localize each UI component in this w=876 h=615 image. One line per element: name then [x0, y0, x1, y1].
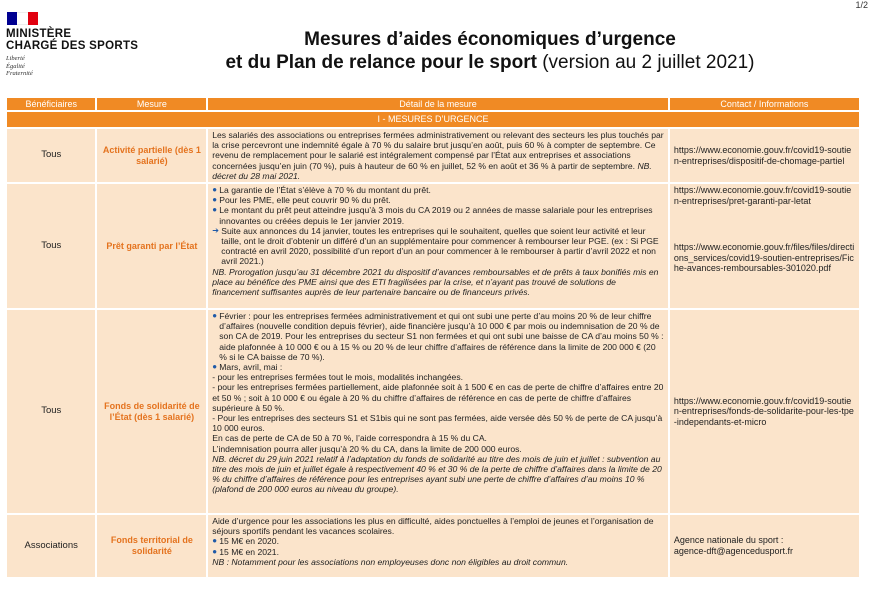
row-beneficiaire: Tous [7, 310, 95, 513]
detail-note: NB : Notamment pour les associations non employeuses donc non éligibles au droit commun. [212, 556, 569, 567]
table-header-row [7, 98, 859, 110]
contact-link[interactable]: https://www.economie.gouv.fr/files/files/directions_services/covid19-soutien-entreprises/Fiche-avances-remboursables-301020.pdf [673, 242, 855, 274]
table-row [7, 310, 859, 513]
title-line-1: Mesures d’aides économiques d’urgence [304, 29, 676, 50]
measures-table [5, 96, 861, 579]
table-row [7, 129, 859, 182]
bullet-icon: ● [212, 546, 218, 556]
list-item [212, 547, 664, 557]
contact-link[interactable]: https://www.economie.gouv.fr/covid19-soutien-entreprises/pret-garanti-par-letat [673, 185, 852, 206]
row-beneficiaire: Associations [7, 515, 95, 577]
row-beneficiaire: Tous [7, 129, 95, 182]
page-number: 1/2 [855, 0, 868, 10]
french-flag-icon [7, 12, 38, 25]
motto-egalite: Égalité [6, 62, 25, 70]
row-contact-link[interactable]: https://www.economie.gouv.fr/covid19-soutien-entreprises/dispositif-de-chomage-partiel [670, 129, 859, 182]
list-item: - pour les entreprises fermées partiellement, aide plafonnée soit à 1 500 € en cas de perte de chiffre d’affaires entre 20 et 50 % ; soit à 10 000 € ou égale à 20 % du chiffre d’affaires de référence en cas de perte de chiffre d’affaires supérieure à 50 %. [212, 382, 664, 413]
list-item [212, 226, 664, 267]
title-version: (version au 2 juillet 2021) [536, 52, 755, 73]
row-mesure: Fonds territorial de solidarité [97, 515, 206, 577]
bullet-icon: ● [212, 311, 218, 321]
bullet-text: 15 M€ en 2020. [219, 536, 279, 547]
contact-email[interactable]: agence-dft@agencedusport.fr [673, 546, 794, 557]
row-detail [208, 515, 668, 577]
title-line-2 [180, 51, 800, 74]
row-mesure: Fonds de solidarité de l’État (dès 1 salarié) [97, 310, 206, 513]
list-item [212, 362, 664, 372]
bullet-icon: ● [212, 195, 218, 205]
bullet-text: Mars, avril, mai : [219, 362, 283, 373]
row-contact [670, 515, 859, 577]
section-row [7, 112, 859, 127]
bullet-text: Février : pour les entreprises fermées administrativement et qui ont subi une perte d’au moins 20 % de leur chiffre d’affaires (nouvelle condition depuis février), aide financière jusqu’à 10 000 € par mois ou indemnisation de 20 % de son CA de 2019. Pour les entreprises du secteur S1 non fermées et qui ont subi une baisse de CA d’au moins 50 % : aide plafonnée à 10 000 € ou à 15 % ou 20 % de leur chiffre d’affaires de référence dans la limite de 200 000 € (20 % si le CA baisse de 70 %). [219, 311, 664, 362]
detail-paragraph: Aide d’urgence pour les associations les plus en difficulté, aides ponctuelles à l’emploi de jeunes et l’organisation de séjours sportifs pendant les vacances scolaires. [212, 516, 654, 537]
bullet-icon: ● [212, 362, 218, 372]
motto-fraternite: Fraternité [6, 70, 33, 77]
arrow-right-icon: ➔ [212, 225, 219, 235]
bullet-icon: ● [212, 185, 218, 195]
list-item: - Pour les entreprises des secteurs S1 et S1bis qui ne sont pas fermées, aide versée dès 50 % de perte de CA jusqu’à 10 000 euros. [212, 413, 663, 434]
header-detail: Détail de la mesure [208, 98, 668, 110]
title-line-2-bold: et du Plan de relance pour le sport [225, 52, 537, 73]
table-row [7, 184, 859, 308]
arrow-text: Suite aux annonces du 14 janvier, toutes les entreprises qui le souhaitent, quelles que soient leur activité et leur taille, ont le droit d’obtenir un différé d’un an supplémentaire pour commencer à rembourser leur PGE. (ex : Si PGE contracté en avril 2020, possibilité d’un report d’un an pour commencer à le rembourser à partir d’avril 2022 et non avril 2021.) [221, 225, 659, 267]
document-title [180, 28, 800, 74]
header-beneficiaires: Bénéficiaires [7, 98, 95, 110]
bullet-text: Le montant du prêt peut atteindre jusqu’à 3 mois du CA 2019 ou 2 années de masse salariale pour les entreprises innovantes ou créées depuis le 1er janvier 2019. [219, 205, 653, 226]
list-item [212, 195, 664, 205]
detail-note: NB. décret du 29 juin 2021 relatif à l’adaptation du fonds de solidarité au titre des mois de juin et juillet : subvention au titre des mois de juin et juillet égale à respectivement 40 % et 30 % de la perte de chiffre d’affaires dans la limite de 20 % du chiffre d’affaires de référence pour les entreprises ayant subi une perte de chiffre d’affaires d’au moins 10 % (plafond de 200 000 euros au niveau du groupe). [212, 453, 662, 495]
detail-paragraph: En cas de perte de CA de 50 à 70 %, l’aide correspondra à 15 % du CA. [212, 433, 487, 444]
row-contact-link[interactable]: https://www.economie.gouv.fr/covid19-soutien-entreprises/fonds-de-solidarite-pour-les-tpe-independants-et-micro [670, 310, 859, 513]
list-item: - pour les entreprises fermées tout le mois, modalités inchangées. [212, 372, 464, 383]
row-contact [670, 184, 859, 308]
logo-line-1: MINISTÈRE [6, 28, 72, 40]
table-row [7, 515, 859, 577]
detail-note: NB. décret du 28 mai 2021. [212, 160, 652, 181]
logo-line-2: CHARGÉ DES SPORTS [6, 40, 139, 52]
bullet-icon: ● [212, 536, 218, 546]
bullet-text: La garantie de l’État s’élève à 70 % du montant du prêt. [219, 185, 431, 196]
list-item [212, 205, 664, 225]
logo-motto [6, 55, 166, 78]
contact-label: Agence nationale du sport : [673, 535, 784, 546]
detail-text: Les salariés des associations ou entreprises fermées administrativement ou relevant des secteurs les plus touchés par la crise percevront une indemnité égale à 70 % du salaire brut jusqu’en août, puis 60 % à compter de septembre. Ce revenu de remplacement pour le salarié est intégralement compensé par l’État aux entreprises et associations concernées jusqu’en juin (70 %), puis à hauteur de 60 % en juillet, 52 % en août et 36 % à partir de septembre. [212, 130, 664, 171]
bullet-text: 15 M€ en 2021. [219, 546, 279, 557]
row-detail [208, 310, 668, 513]
row-mesure: Prêt garanti par l’État [97, 184, 206, 308]
motto-liberte: Liberté [6, 55, 25, 62]
detail-paragraph: L’indemnisation pourra aller jusqu’à 20 % du CA, dans la limite de 200 000 euros. [212, 443, 522, 454]
list-item [212, 311, 664, 362]
list-item [212, 185, 664, 195]
ministry-logo [6, 12, 166, 78]
row-detail [208, 129, 668, 182]
row-detail [208, 184, 668, 308]
row-beneficiaire: Tous [7, 184, 95, 308]
header-mesure: Mesure [97, 98, 206, 110]
bullet-icon: ● [212, 205, 218, 215]
header-contact: Contact / Informations [670, 98, 859, 110]
row-mesure: Activité partielle (dès 1 salarié) [97, 129, 206, 182]
detail-note: NB. Prorogation jusqu’au 31 décembre 2021 du dispositif d’avances remboursables et de prêts à taux bonifiés mis en place au bénéfice des PME ainsi que des ETI fragilisées par la crise, et n’ayant pas trouvé de solutions de financement suffisantes auprès de leur partenaire bancaire ou de financeurs privés. [212, 266, 659, 298]
list-item [212, 536, 664, 546]
section-title: I - MESURES D’URGENCE [7, 112, 859, 127]
bullet-text: Pour les PME, elle peut couvrir 90 % du prêt. [219, 195, 391, 206]
